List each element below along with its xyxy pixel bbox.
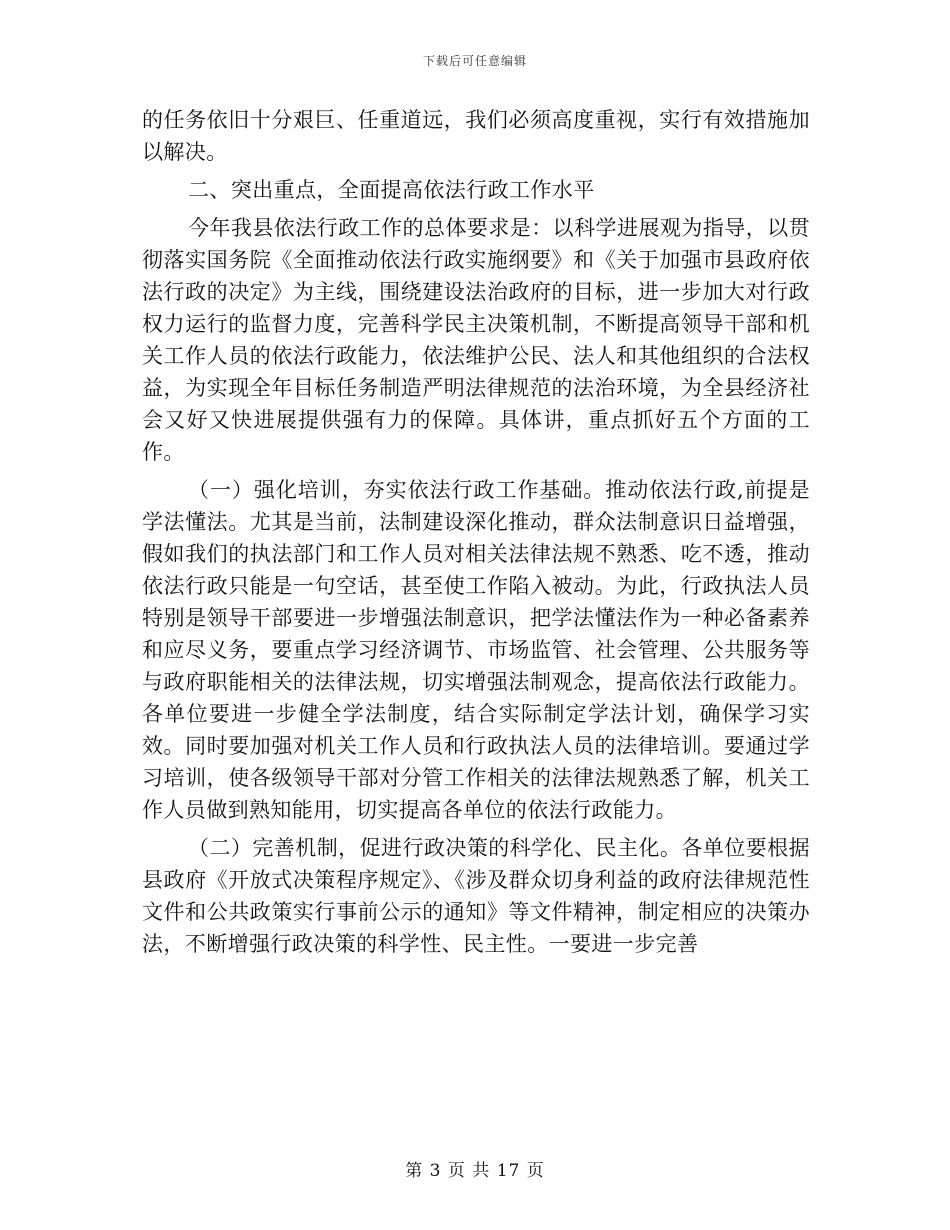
paragraph-item-one: （一）强化培训，夯实依法行政工作基础。推动依法行政,前提是学法懂法。尤其是当前，法制建设深化推动，群众法制意识日益增强，假如我们的执法部门和工作人员对相关法律法规不熟悉、吃不透，推动依法行政只能是一句空话，甚至使工作陷入被动。为此，行政执法人员特别是领导干部要进一步增强法制意识，把学法懂法作为一种必备素养和应尽义务，要重点学习经济调节、市场监管、社会管理、公共服务等与政府职能相关的法律法规，切实增强法制观念，提高依法行政能力。各单位要进一步健全学法制度，结合实际制定学法计划，确保学习实效。同时要加强对机关工作人员和行政执法人员的法律培训。要通过学习培训，使各级领导干部对分管工作相关的法律法规熟悉了解，机关工作人员做到熟知能用，切实提高各单位的依法行政能力。: [142, 478, 810, 822]
page-header: 下载后可任意编辑: [422, 54, 527, 68]
section-heading: 二、突出重点，全面提高依法行政工作水平: [188, 178, 595, 202]
paragraph-continuation: 的任务依旧十分艰巨、任重道远，我们必须高度重视，实行有效措施加以解决。: [142, 108, 810, 164]
paragraph-item-two: （二）完善机制，促进行政决策的科学化、民主化。各单位要根据县政府《开放式决策程序规定》、《涉及群众切身利益的政府法律规范性文件和公共政策实行事前公示的通知》等文件精神，制定相应的决策办法，不断增强行政决策的科学性、民主性。一要进一步完善: [142, 836, 810, 956]
paragraph-overall-requirements: 今年我县依法行政工作的总体要求是：以科学进展观为指导，以贯彻落实国务院《全面推动依法行政实施纲要》和《关于加强市县政府依法行政的决定》为主线，围绕建设法治政府的目标，进一步加大对行政权力运行的监督力度，完善科学民主决策机制，不断提高领导干部和机关工作人员的依法行政能力，依法维护公民、法人和其他组织的合法权益，为实现全年目标任务制造严明法律规范的法治环境，为全县经济社会又好又快进展提供强有力的保障。具体讲，重点抓好五个方面的工作。: [142, 216, 810, 464]
page-footer: 第 3 页 共 17 页: [405, 1161, 545, 1181]
document-body: [142, 104, 810, 966]
